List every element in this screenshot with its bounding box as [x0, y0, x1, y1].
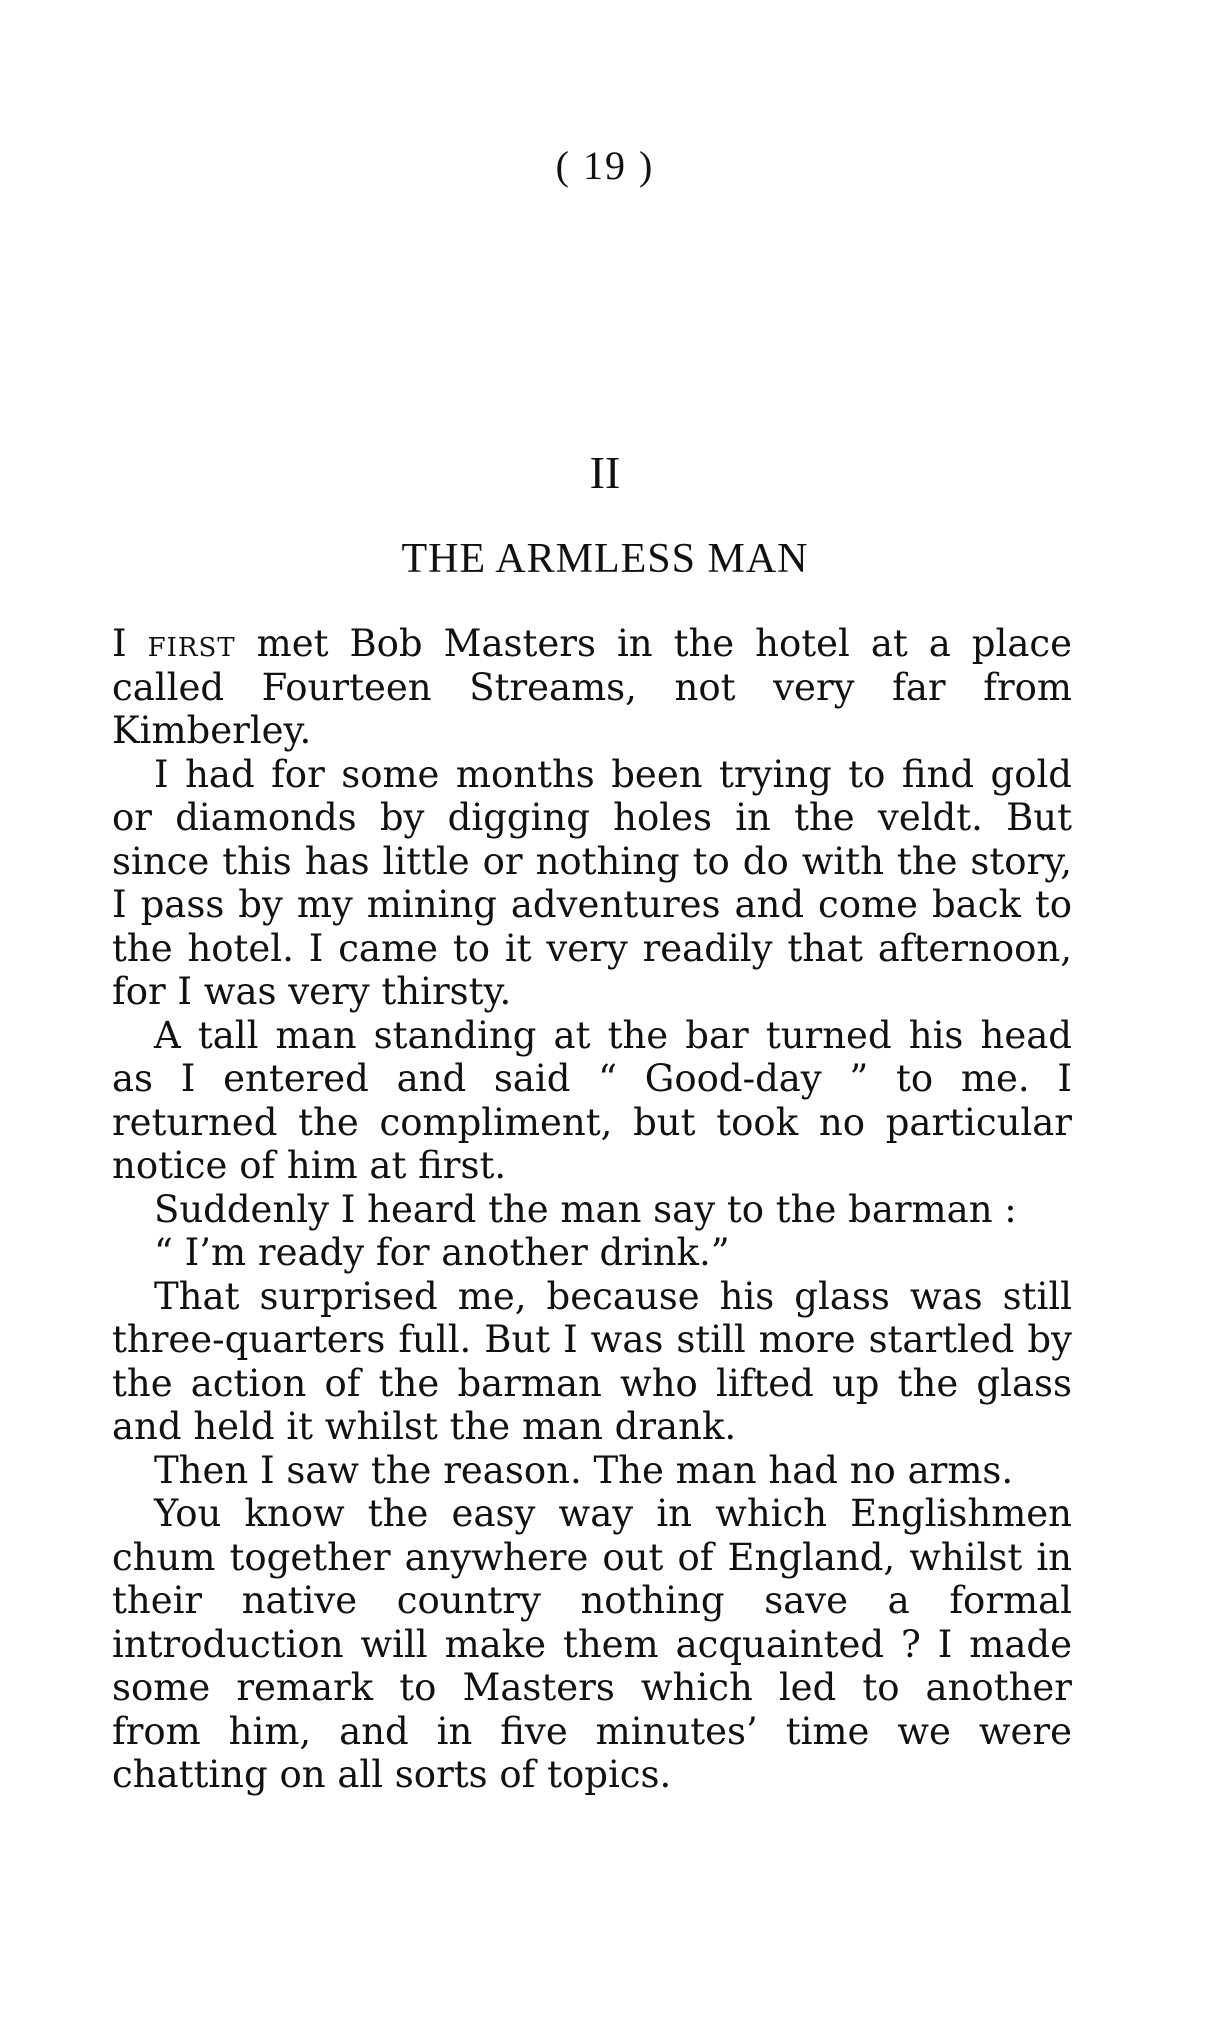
paragraph: I had for some months been trying to find gold or diamonds by digging holes in the veldt. But since this has little or nothing to do with the story, I pass by my mining adventures and come back to the hotel. I came to it very readily that afternoon, for I was very thirsty.: [112, 752, 1072, 1013]
paragraph: Then I saw the reason. The man had no arms.: [154, 1448, 1014, 1492]
paragraph: A tall man standing at the bar turned his head as I entered and said “ Good-day ” to me. I returned the compliment, but took no particular notice of him at first.: [112, 1013, 1072, 1187]
chapter-body: [112, 622, 1072, 1797]
chapter-title: THE ARMLESS MAN: [401, 536, 809, 582]
opening-word: I: [112, 622, 127, 665]
paragraph: Suddenly I heard the man say to the barman :: [154, 1187, 1017, 1231]
paragraph-text: met Bob Masters in the hotel at a place called Fourteen Streams, not very far from Kimberley.: [112, 622, 1072, 752]
paragraph: You know the easy way in which Englishmen chum together anywhere out of England, whilst in their native country nothing save a formal introduction will make them acquainted ? I made some remark to Masters which led to another from him, and in five minutes’ time we were chatting on all sorts of topics.: [112, 1492, 1072, 1796]
paragraph: “ I’m ready for another drink.”: [154, 1231, 730, 1274]
paragraph: [112, 622, 1072, 753]
paragraph: That surprised me, because his glass was still three-quarters full. But I was still more startled by the action of the barman who lifted up the glass and held it whilst the man drank.: [112, 1274, 1072, 1448]
opening-smallcaps: first: [147, 622, 236, 665]
chapter-number: II: [589, 447, 621, 498]
page-number: ( 19 ): [555, 143, 655, 188]
